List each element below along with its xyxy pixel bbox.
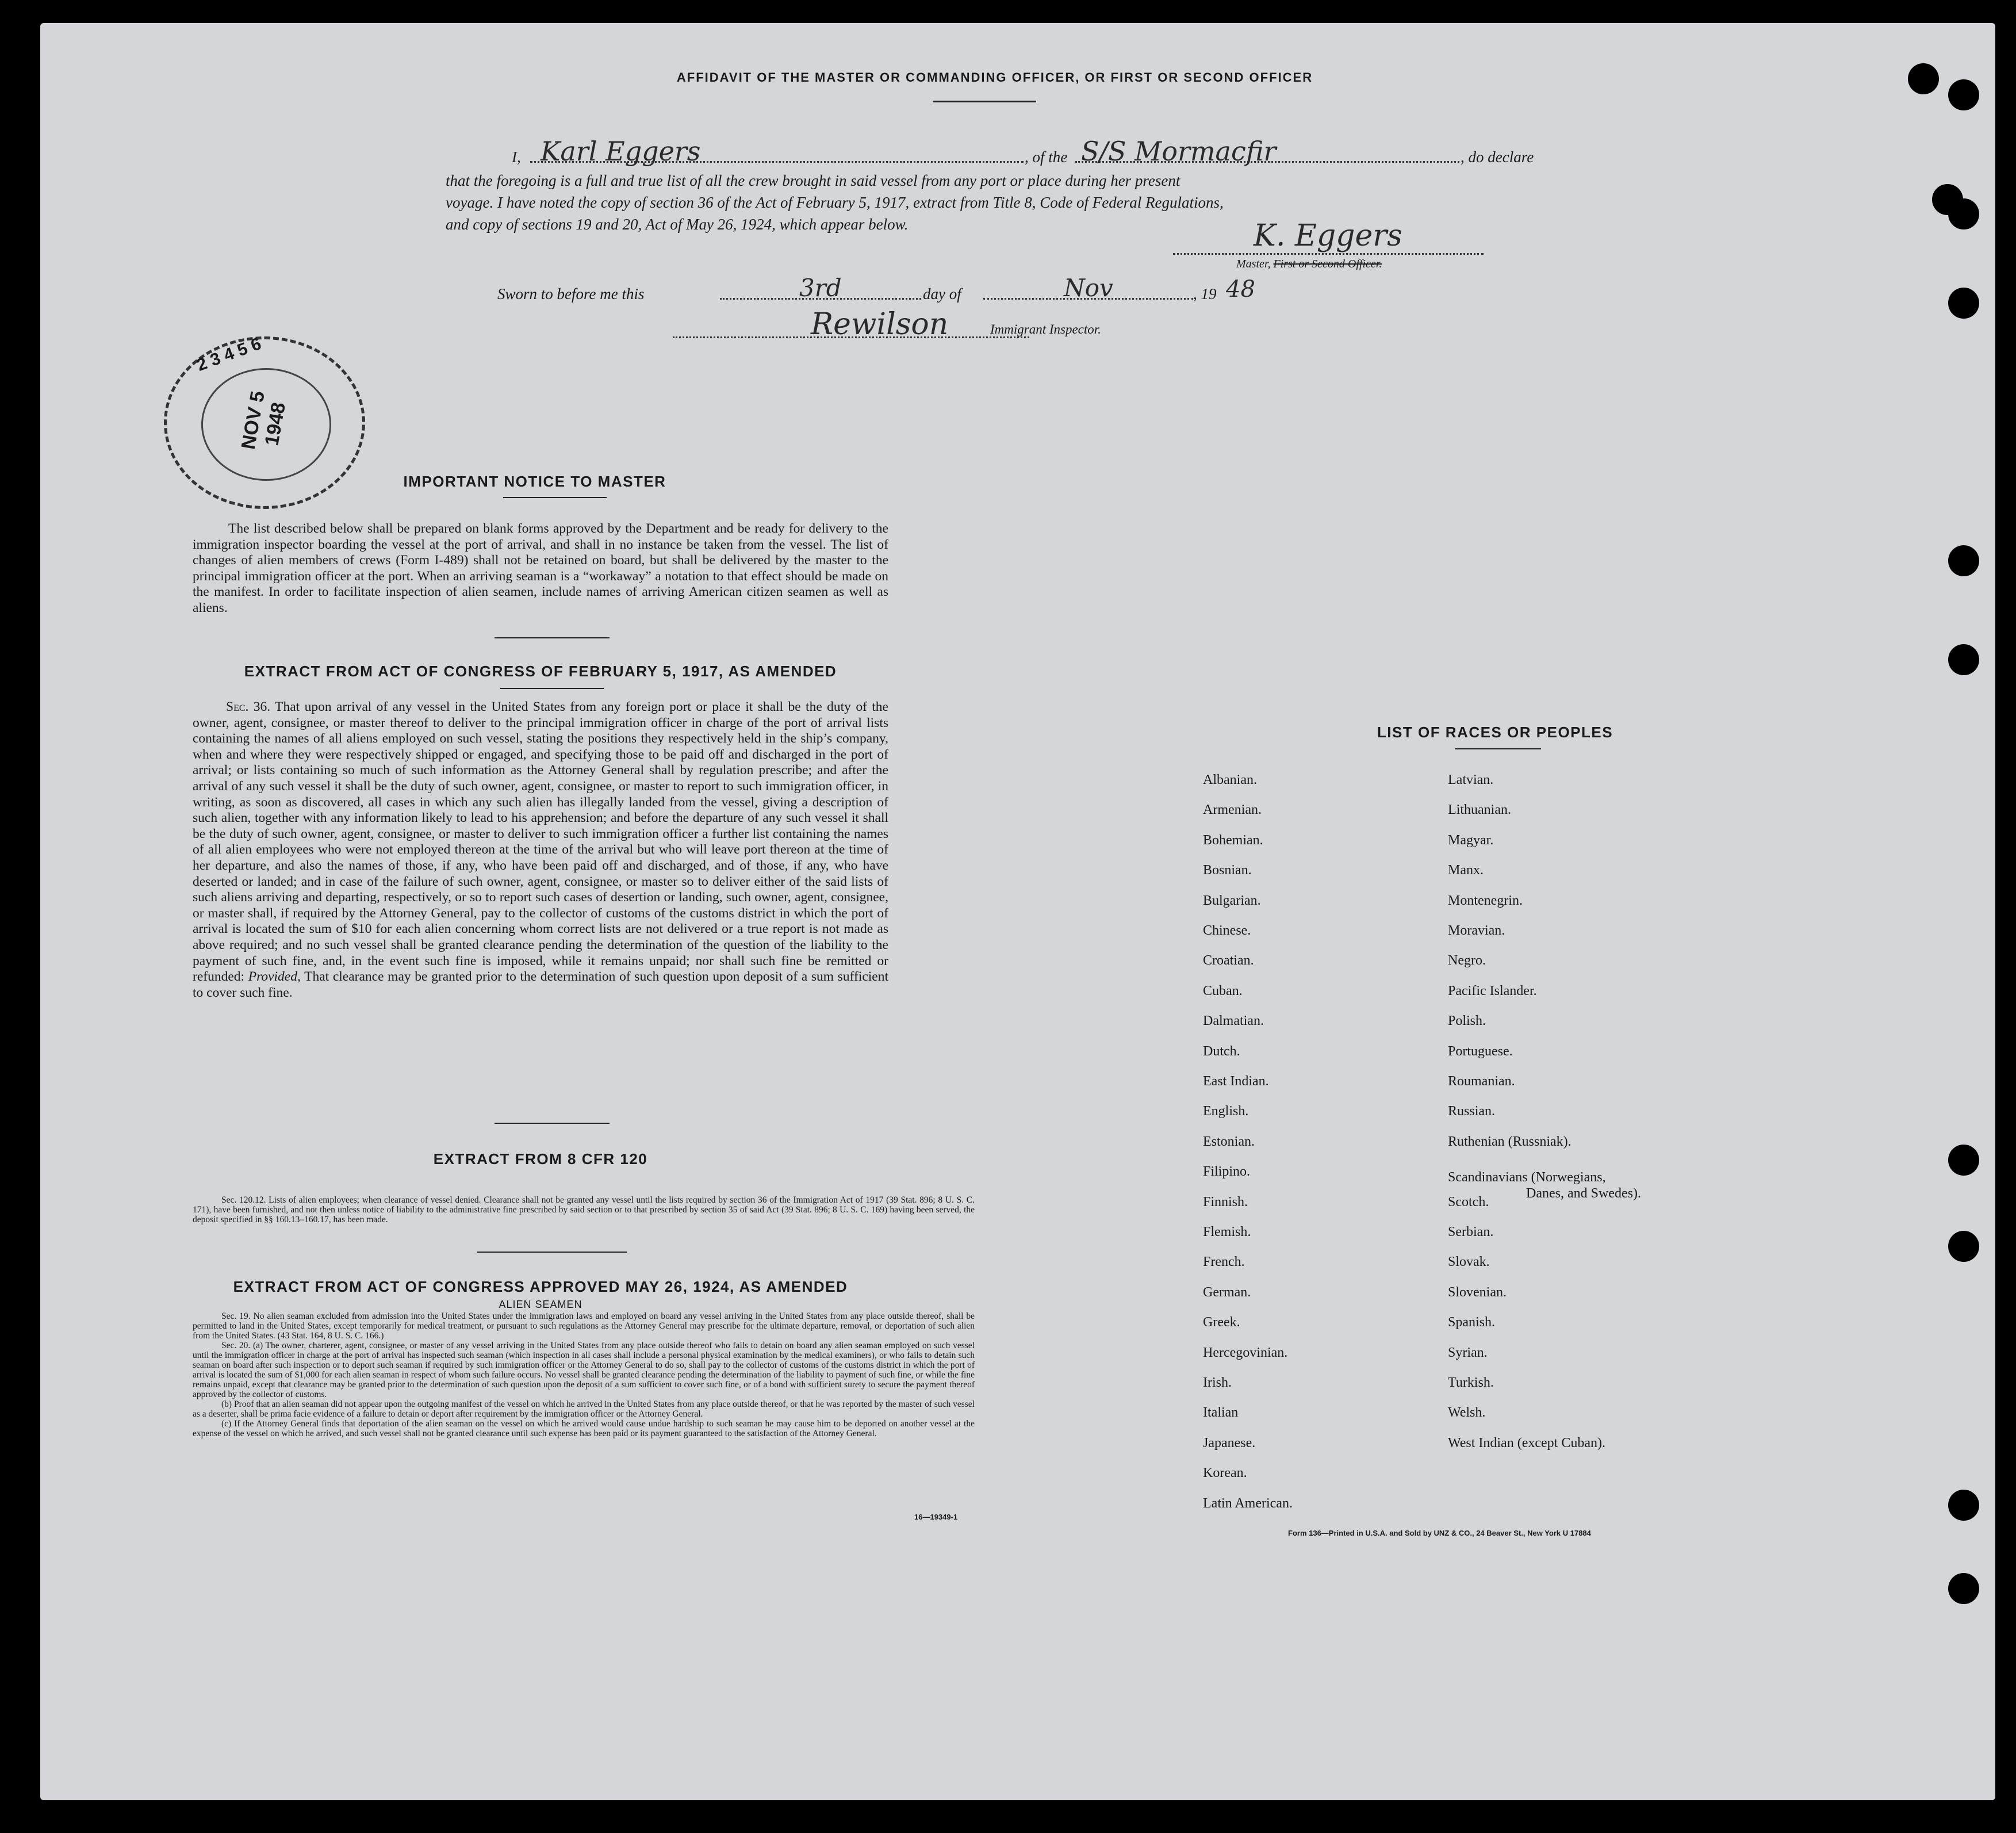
races-heading: LIST OF RACES OR PEOPLES — [1377, 724, 1613, 741]
sec20c-text: (c) If the Attorney General finds that deportation of the alien seaman on the vessel on which he arrived would cause undue hardship to such seaman he may cause him to be deported on another vessel at the expense of the vessel on which he arrived, and such vessel shall not be granted clearance until such expense has been paid or its payment guaranteed to the satisfaction of the Attorney General. — [193, 1419, 975, 1438]
pronoun-text: I, — [512, 148, 521, 166]
sec36-text: That upon arrival of any vessel in the United States from any foreign port or place it shall be the duty of the owner, agent, consignee, or master thereof to deliver to the principal immigration officer in charge of the port of arrival lists containing the names of all aliens employed on such vessel, stating the positions they respectively held in the ship’s company, when and where they were respectively shipped or engaged, and specifying those to be paid off and discharged in the port of arrival; or lists containing so much of such information as the Attorney General shall by regulation prescribe; and after the arrival of any such vessel it shall be the duty of such owner, agent, consignee, or master to report to such immigration officer, in writing, as soon as discovered, all cases in which any such alien has illegally landed from the vessel, giving a description of such alien, together with any information likely to lead to his apprehension; and before the departure of any such vessel it shall be the duty of such owner, agent, consignee, or master to deliver to such immigration officer a further list containing the names of all alien employees who were not employed thereon at the time of the arrival but who will leave port thereon at the time of her departure, and also the names of those, if any, who have been paid off and discharged, and of those, if any, who have deserted or landed; and in case of the failure of such owner, agent, consignee, or master so to deliver either of the said lists of such aliens arriving and departing, respectively, or so to report such cases of desertion or landing, such owner, agent, consignee, or master shall, if required by the Attorney General, pay to the collector of customs of the customs district in which the port of arrival is located the sum of $10 for each alien concerning whom correct lists are not delivered or a true report is not made as above required; and no such vessel shall be granted clearance pending the determination of the question of the liability to the payment of such fine, and, in the event such fine is imposed, while it remains unpaid; nor shall such fine be remitted or refunded: — [193, 699, 888, 985]
race-item: Bohemian. — [1203, 832, 1263, 848]
year-handwritten: 48 — [1226, 276, 1255, 303]
sec19-text: Sec. 19. No alien seaman excluded from admission into the United States under the immigration laws and employed on board any vessel arriving in the United States from any place outside thereof, shall be permitted to land in the United States, except temporarily for medical treatment, or pursuant to such regulations as the Attorney General may prescribe for the ultimate departure, removal, or deportation of such alien from the United States. (43 Stat. 164, 8 U. S. C. 166.) — [193, 1311, 975, 1341]
race-item: Danes, and Swedes). — [1526, 1186, 1641, 1201]
race-item: Lithuanian. — [1448, 802, 1511, 818]
race-item: Serbian. — [1448, 1224, 1494, 1239]
extract-1917-heading: EXTRACT FROM ACT OF CONGRESS OF FEBRUARY 5, 1917, AS AMENDED — [244, 663, 837, 680]
race-item: English. — [1203, 1104, 1249, 1119]
master-signature: K. Eggers — [1254, 219, 1402, 253]
do-declare-text: , do declare — [1461, 148, 1534, 166]
affidavit-line4: and copy of sections 19 and 20, Act of May 26, 1924, which appear below. — [446, 216, 909, 233]
race-item: Bosnian. — [1203, 863, 1252, 878]
of-the-text: , of the — [1025, 148, 1068, 166]
extract-1917-body — [193, 699, 888, 1001]
race-item: Russian. — [1448, 1104, 1496, 1119]
punch-hole — [1948, 1490, 1979, 1521]
race-item: Italian — [1203, 1405, 1239, 1421]
alien-seamen-subheading: ALIEN SEAMEN — [499, 1299, 582, 1310]
notice-underline — [503, 497, 607, 498]
extract-1917-underline — [500, 688, 604, 689]
race-item: French. — [1203, 1254, 1245, 1270]
form-footer: Form 136—Printed in U.S.A. and Sold by UNZ & CO., 24 Beaver St., New York U 17884 — [1288, 1529, 1591, 1537]
race-item: Manx. — [1448, 863, 1484, 878]
race-item: Dalmatian. — [1203, 1013, 1264, 1029]
race-item: Chinese. — [1203, 923, 1251, 938]
sec36-label: Sec. 36. — [226, 699, 271, 714]
vessel-name-handwritten: S/S Mormacfir — [1081, 136, 1277, 167]
races-underline — [1455, 748, 1541, 749]
notice-text: The list described below shall be prepared on blank forms approved by the Department and be ready for delivery to the immigration inspector boarding the vessel at the port of arrival, and shall in no instance be taken from the vessel. The list of changes of alien members of crews (Form I-489) shall not be retained on board, but shall be delivered by the master to the principal immigration officer at the port. When an arriving seaman is a “workaway” a notation to that effect should be made on the manifest. In order to facilitate inspection of alien seamen, include names of arriving American citizen seamen as well as aliens. — [193, 521, 888, 615]
punch-hole — [1948, 1145, 1979, 1176]
sec20b-text: (b) Proof that an alien seaman did not appear upon the outgoing manifest of the vessel on which he arrived in the United States from any place outside thereof, or that he was reported by the master of such vessel as a deserter, shall be prima facie evidence of a failure to detain or deport after requirement by the immigration officer or the Attorney General. — [193, 1399, 975, 1419]
punch-hole — [1948, 1573, 1979, 1604]
race-item: Irish. — [1203, 1375, 1232, 1390]
race-item: Magyar. — [1448, 832, 1494, 848]
race-item: Negro. — [1448, 953, 1486, 969]
stamp-digits: 2 3 4 5 6 — [194, 334, 264, 376]
race-item: Albanian. — [1203, 772, 1257, 787]
officer-struck-label: First or Second Officer. — [1273, 258, 1382, 270]
document-page — [40, 23, 1995, 1800]
title-underline — [933, 101, 1036, 102]
proviso-label: Provided, — [248, 969, 301, 985]
affidavit-title: AFFIDAVIT OF THE MASTER OR COMMANDING OFFICER, OR FIRST OR SECOND OFFICER — [676, 70, 1313, 85]
race-item: Spanish. — [1448, 1315, 1496, 1330]
punch-hole — [1948, 644, 1979, 675]
month-handwritten: Nov — [1064, 274, 1113, 302]
notice-heading: IMPORTANT NOTICE TO MASTER — [403, 473, 666, 490]
race-item: Estonian. — [1203, 1134, 1255, 1149]
cfr-text: Sec. 120.12. Lists of alien employees; when clearance of vessel denied. Clearance shall not be granted any vessel until the lists required by section 36 of the Immigration Act of 1917 (39 Stat. 896; 8 U. S. C. 171), have been furnished, and not then unless notice of liability to the administrative fine prescribed by said section or to that prescribed by section 35 of said Act (39 Stat. 896; 8 U. S. C. 169) having been served, the deposit specified in §§ 160.13–160.17, has been made. — [193, 1195, 975, 1224]
punch-hole — [1948, 545, 1979, 576]
year-prefix: , 19 — [1193, 285, 1217, 303]
race-item: Greek. — [1203, 1315, 1240, 1330]
race-item: Roumanian. — [1448, 1074, 1515, 1089]
race-item: Slovak. — [1448, 1254, 1490, 1270]
master-label: Master, — [1236, 258, 1271, 270]
proviso-text: That clearance may be granted prior to the determination of such question upon deposit of a sum sufficient to cover such fine. — [193, 969, 889, 1000]
affidavit-body — [446, 170, 1573, 235]
master-name-handwritten: Karl Eggers — [541, 136, 701, 167]
race-item: Syrian. — [1448, 1345, 1488, 1360]
section-divider-2 — [495, 1123, 610, 1124]
affidavit-line1 — [512, 148, 521, 166]
race-item: Turkish. — [1448, 1375, 1494, 1390]
race-item: Armenian. — [1203, 802, 1262, 818]
section-divider-3 — [477, 1252, 627, 1253]
race-item: Croatian. — [1203, 953, 1254, 969]
day-handwritten: 3rd — [799, 274, 842, 302]
race-item: Montenegrin. — [1448, 893, 1523, 908]
inspector-signature: Rewilson — [811, 307, 949, 342]
race-item: Moravian. — [1448, 923, 1505, 938]
race-item: Polish. — [1448, 1013, 1486, 1029]
stamp-date: NOV 5 1948 — [237, 389, 290, 451]
race-item: Japanese. — [1203, 1435, 1256, 1451]
extract-1924-heading: EXTRACT FROM ACT OF CONGRESS APPROVED MAY 26, 1924, AS AMENDED — [233, 1278, 848, 1295]
affidavit-line2: that the foregoing is a full and true list of all the crew brought in said vessel from any port or place during her present — [446, 172, 1181, 189]
race-item: Welsh. — [1448, 1405, 1486, 1421]
race-item: Pacific Islander. — [1448, 983, 1537, 998]
race-item: East Indian. — [1203, 1074, 1269, 1089]
race-item: Latvian. — [1448, 772, 1494, 787]
race-item: Dutch. — [1203, 1043, 1240, 1059]
extract-1924-body — [193, 1311, 975, 1438]
race-item: Ruthenian (Russniak). — [1448, 1134, 1572, 1149]
race-item: Hercegovinian. — [1203, 1345, 1288, 1360]
race-item: Bulgarian. — [1203, 893, 1261, 908]
race-item: Scotch. — [1448, 1194, 1489, 1210]
punch-hole — [1908, 63, 1939, 94]
cfr-heading: EXTRACT FROM 8 CFR 120 — [433, 1150, 648, 1168]
race-item: Cuban. — [1203, 983, 1243, 998]
sworn-label: Sworn to before me this — [497, 285, 645, 303]
race-item: Latin American. — [1203, 1495, 1293, 1511]
punch-hole — [1948, 198, 1979, 229]
master-title — [1236, 258, 1382, 271]
race-item: Scandinavians (Norwegians, — [1448, 1170, 1606, 1185]
race-item: Flemish. — [1203, 1224, 1251, 1239]
race-item: Slovenian. — [1448, 1284, 1507, 1300]
race-item: Portuguese. — [1448, 1043, 1513, 1059]
day-of-label: day of — [923, 285, 961, 303]
race-item: Korean. — [1203, 1465, 1247, 1481]
sec20a-text: Sec. 20. (a) The owner, charterer, agent, consignee, or master of any vessel arriving in the United States from any place outside thereof who fails to detain on board any alien seaman employed on such vessel until the immigration officer in charge at the port of arrival has inspected such seaman (which inspection in all cases shall include a personal physical examination by the medical examiners), or who fails to detain such seaman on board after such inspection or to deport such seaman if required by such immigration officer or the Attorney General to do so, shall pay to the collector of customs of the customs district in which the port of arrival is located the sum of $1,000 for each alien seaman in respect of whom such failure occurs. No vessel shall be granted clearance pending the determination of the liability to payment of such fine, or while the fine remains unpaid, except that clearance may be granted prior to the determination of such question upon the deposit of a sum sufficient to cover such fine, or of a bond with sufficient surety to secure the payment thereof approved by the collector of customs. — [193, 1341, 975, 1399]
punch-hole — [1948, 79, 1979, 110]
race-item: Filipino. — [1203, 1164, 1251, 1180]
race-item: German. — [1203, 1284, 1251, 1300]
race-item: West Indian (except Cuban). — [1448, 1435, 1605, 1451]
master-signature-line — [1173, 253, 1484, 255]
print-code: 16—19349-1 — [914, 1513, 958, 1521]
punch-hole — [1948, 288, 1979, 319]
section-divider-1 — [495, 637, 610, 638]
punch-hole — [1948, 1231, 1979, 1262]
race-item: Finnish. — [1203, 1194, 1248, 1210]
inspector-label: Immigrant Inspector. — [990, 322, 1101, 336]
affidavit-line3: voyage. I have noted the copy of section 36 of the Act of February 5, 1917, extract from Title 8, Code of Federal Regulations, — [446, 194, 1224, 211]
